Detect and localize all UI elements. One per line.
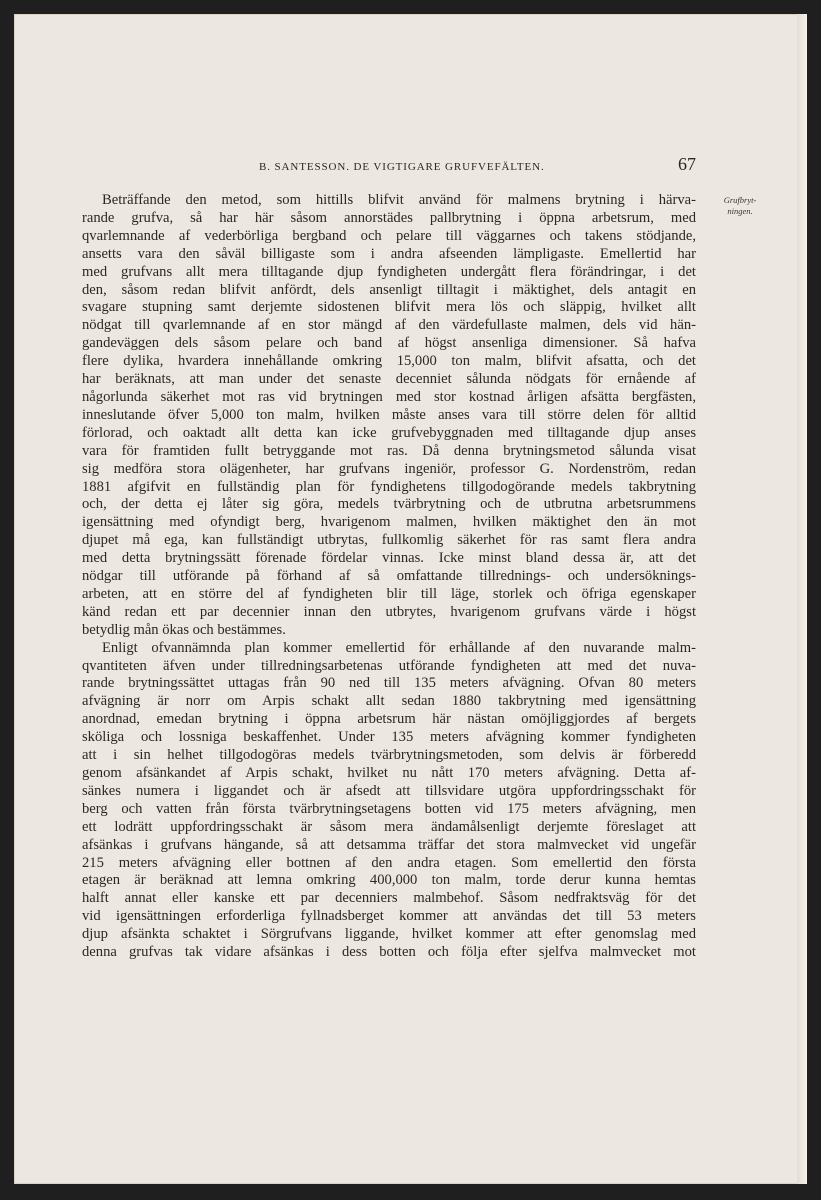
text-line: igensättning med ofyndigt berg, hvarigenom malmen, hvilken mäktighet den än mot <box>82 514 696 531</box>
text-line: vara för framtiden fullt betryggande mot ras. Då denna brytningsmetod sålunda visat <box>82 442 696 459</box>
text-line: har beräknats, att man under det senaste decenniet sålunda nödgats för ernående af <box>82 371 696 388</box>
text-line: flere dylika, hvardera innehållande omkring 15,000 ton malm, blifvit afsatta, och det <box>82 353 696 370</box>
text-line: anordnad, emedan brytning i öppna arbetsrum här nästan omöjliggjordes af bergets <box>82 711 696 728</box>
text-line: sänkes numera i liggandet och är afsedt att tillsvidare utgöra uppfordringsschakt för <box>82 782 696 799</box>
text-line: sköliga och lossniga beskaffenhet. Under 135 meters afvägning kommer fyndigheten <box>82 729 696 746</box>
text-line: 215 meters afvägning eller bottnen af den andra etagen. Som emellertid den första <box>82 854 696 871</box>
text-line: genom afsänkandet af Arpis schakt, hvilket nu nått 170 meters afvägning. Detta af- <box>82 765 696 781</box>
text-line: afvägning är norr om Arpis schakt allt sedan 1880 takbrytning med igensättning <box>82 693 696 710</box>
text-line: förlorad, och oaktadt allt detta kan icke grufvebyggnaden med tilltagande djup anses <box>82 424 696 441</box>
text-line: berg och vatten från första tvärbrytningsetagens botten vid 175 meters afvägning, men <box>82 800 696 817</box>
text-line: rande grufva, så har här såsom annorstädes pallbrytning i öppna arbetsrum, med <box>82 209 696 226</box>
text-line: nödgar till utförande på förhand af så omfattande tillrednings- och undersöknings- <box>82 568 696 585</box>
text-line: sig medföra stora olägenheter, har grufvans ingeniör, professor G. Nordenström, redan <box>82 460 696 477</box>
text-line: Beträffande den metod, som hittills blifvit använd för malmens brytning i härva- <box>102 192 696 208</box>
page-header <box>74 154 696 178</box>
text-line: den, såsom redan blifvit anfördt, dels ansenligt tilltagit i mäktighet, dels antagit en <box>82 281 696 298</box>
text-line: denna grufvas tak vidare afsänkas i dess botten och följa efter sjelfva malmvecket mot <box>82 944 696 961</box>
text-line: känd redan ett par decennier innan den utbrytes, hvarigenom grufvans värde i högst <box>82 603 696 620</box>
text-line: djupet må ega, kan fullständigt utbrytas, fullkomlig säkerhet för ras samt flera andra <box>82 532 696 549</box>
text-line: qvantiteten äfven under tillredningsarbetenas utförande fyndigheten att med det nuva- <box>82 657 696 674</box>
margin-note <box>704 195 776 217</box>
text-line: nödgat till qvarlemnande af en stor mängd af den värdefullaste malmen, dels vid hän- <box>82 317 696 334</box>
body-text <box>82 192 696 962</box>
text-line: med detta brytningssätt förenade fördelar vinnas. Icke minst bland dessa är, att det <box>82 550 696 567</box>
text-line: någorlunda säkerhet mot ras vid brytningen med stor kostnad årligen afsätta bergfästen, <box>82 388 696 405</box>
text-line: etagen är beräknad att lemna omkring 400,000 ton malm, torde derur kunna hemtas <box>82 872 696 889</box>
page-number: 67 <box>678 154 696 174</box>
text-line: med grufvans allt mera tilltagande djup fyndigheten undergått flera förändringar, i det <box>82 263 696 280</box>
text-line: och, der detta ej låter sig göra, medels tvärbrytning och de utbrutna arbetsrummens <box>82 496 696 513</box>
text-line: Enligt ofvannämnda plan kommer emellertid för erhållande af den nuvarande malm- <box>102 639 696 656</box>
margin-note-line: ningen. <box>727 206 753 216</box>
text-line: svagare stupning samt derjemte sidostenen blifvit mera lös och släppig, hvilket allt <box>82 299 696 316</box>
text-line: afsänkas i grufvans hängande, så att detsamma träffar det stora malmvecket vid ungefär <box>82 836 696 853</box>
text-line: arbeten, att en större del af fyndigheten blir till läge, storlek och öfriga egenskaper <box>82 585 696 602</box>
text-line: qvarlemnande af vederbörliga bergband och pelare till väggarnes och takens stödjande, <box>82 227 696 244</box>
text-line: ansetts vara den såväl billigaste som i andra afseenden lämpligaste. Emellertid har <box>82 245 696 262</box>
text-line: ett lodrätt uppfordringsschakt är såsom mera ändamålsenligt derjemte föreslaget att <box>82 818 696 835</box>
text-line: djup afsänkta schaktet i Sörgrufvans liggande, hvilket kommer att efter genomslag med <box>82 926 696 943</box>
text-line: betydlig mån ökas och bestämmes. <box>82 621 286 638</box>
text-line: rande brytningssättet uttagas från 90 ned till 135 meters afvägning. Ofvan 80 meters <box>82 675 696 692</box>
text-line: att i sin helhet tillgodogöras medels tvärbrytningsmetoden, som delvis är förberedd <box>82 747 696 764</box>
text-line: halft annat eller kanske ett par decenniers malmbehof. Såsom nedfraktsväg för det <box>82 890 696 907</box>
margin-note-line: Grufbryt- <box>723 195 757 205</box>
text-line: inneslutande öfver 5,000 ton malm, hvilken måste anses vara till större delen för alltid <box>82 406 696 423</box>
document-page <box>14 14 807 1184</box>
text-line: vid igensättningen erforderliga fyllnadsberget kommer att användas det till 53 meters <box>82 908 696 925</box>
text-line: 1881 afgifvit en fullständig plan för fyndighetens tillgodogörande medels takbrytning <box>82 478 696 495</box>
text-line: gandeväggen dels såsom pelare och band af högst ansenliga dimensioner. Så hafva <box>82 335 696 352</box>
running-title: B. SANTESSON. DE VIGTIGARE GRUFVEFÄLTEN. <box>259 161 545 173</box>
page-edge <box>797 14 807 1184</box>
